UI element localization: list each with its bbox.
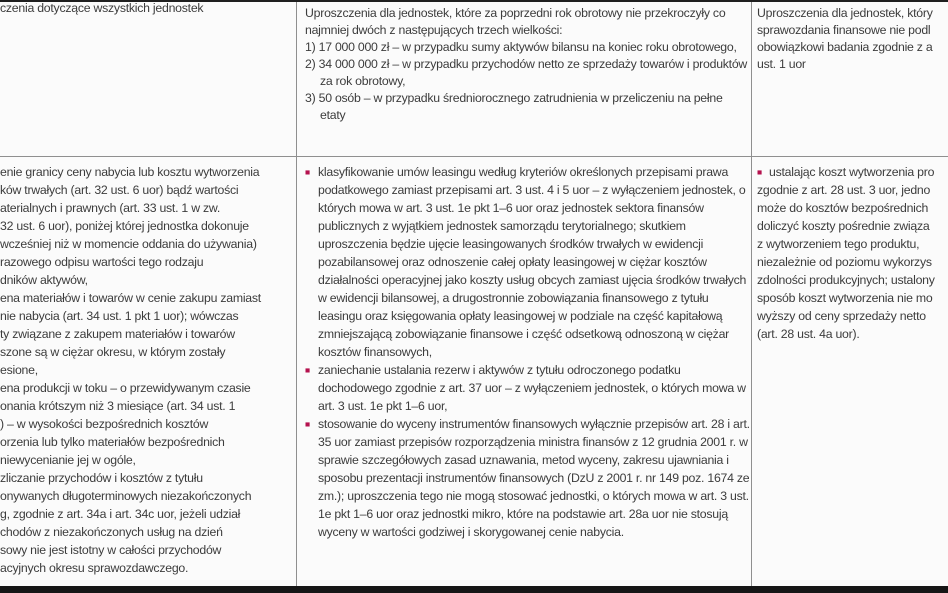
text-line: ) – w wysokości bezpośrednich kosztów	[0, 417, 209, 431]
text-line: zdolności produkcyjnych; ustalony	[757, 273, 935, 287]
text-line: orzenia lub tylko materiałów bezpośrednich	[0, 435, 225, 449]
text-line: sposób koszt wytworzenia nie mo	[757, 291, 933, 305]
text-line: acyjnych okresu sprawozdawczego.	[0, 561, 189, 575]
text-line: (art. 28 ust. 4a uor).	[757, 327, 860, 341]
list-item	[305, 415, 750, 541]
text-line: Uproszczenia dla jednostek, który	[757, 6, 933, 20]
header-cell-small-entities	[305, 5, 749, 124]
bullet-square-icon: ■	[305, 365, 311, 375]
text-line: onywanych długoterminowych niezakończonych	[0, 489, 252, 503]
text-line: chodów z niezakończonych usług na dzień	[0, 525, 223, 539]
header-text-lines	[757, 5, 948, 73]
text-line: 32 ust. 6 uor), poniżej której jednostka dokonuje	[0, 219, 249, 233]
text-line: obowiązkowi badania zgodnie z a	[757, 40, 933, 54]
table-border-bottom	[0, 586, 948, 593]
column-divider-1	[296, 2, 297, 586]
text-line: może do kosztów bezpośrednich	[757, 201, 929, 215]
header-text: czenia dotyczące wszystkich jednostek	[0, 1, 204, 15]
text-line: enie granicy ceny nabycia lub kosztu wytworzenia	[0, 165, 260, 179]
text-line: niewycenianie jej w ogóle,	[0, 453, 136, 467]
text-line: aterialnych i prawnych (art. 33 ust. 1 w zw.	[0, 201, 221, 215]
header-cell-unaudited-entities	[757, 5, 948, 73]
text-line: 3) 50 osób – w przypadku średniorocznego zatrudnienia w przeliczeniu na pełne etaty	[305, 91, 723, 122]
body-cell-all-entities	[0, 163, 295, 577]
text-line: wyższy od ceny sprzedaży netto	[757, 309, 926, 323]
header-intro-text: Uproszczenia dla jednostek, które za poprzedni rok obrotowy nie przekroczyły co najmniej dwóch z następujących trzech wielkości:	[305, 6, 726, 37]
text-line: ust. 1 uor	[757, 57, 806, 71]
list-item-text: ustalając koszt wytworzenia pro	[769, 165, 935, 179]
text-line: doliczyć koszty pośrednie związa	[757, 219, 930, 233]
body-text-lines	[0, 163, 295, 577]
list-item-text: klasyfikowanie umów leasingu według kryteriów określonych przepisami prawa podatkowego zamiast przepisami art. 3 ust. 4 i 5 uor – z wyłączeniem jednostek, o których mowa w art. 3 ust. 1e pkt 1–6 uor oraz jednostek sektora finansów publicznych z wyjątkiem jednostek samorządu terytorialnego; skutkiem uproszczenia będzie ujęcie leasingowanych środków trwałych w ewidencji pozabilansowej oraz odnoszenie całej opłaty leasingowej w ciężar kosztów działalności operacyjnej jako koszty usług obcych zamiast ujęcia środków trwałych w ewidencji bilansowej, a drugostronnie zobowiązania finansowego z tytułu leasingu oraz księgowania opłaty leasingowej w podziale na część kapitałową zmniejszającą zobowiązanie finansowe i część odsetkową odnoszoną w ciężar kosztów finansowych,	[318, 165, 747, 359]
text-line: wcześniej niż w momencie oddania do używania)	[0, 237, 257, 251]
list-item	[305, 361, 750, 415]
list-item-first-line	[757, 163, 948, 181]
body-cell-small-entities	[305, 163, 750, 541]
list-item-text: zaniechanie ustalania rezerw i aktywów z tytułu odroczonego podatku dochodowego zgodnie z art. 37 uor – z wyłączeniem jednostek, o których mowa w art. 3 ust. 1e pkt 1–6 uor,	[318, 363, 746, 413]
list-item-text: stosowanie do wyceny instrumentów finansowych wyłącznie przepisów art. 28 i art. 35 uor zamiast przepisów rozporządzenia ministra finansów z 12 grudnia 2001 r. w sprawie szczegółowych zasad uznawania, metod wyceny, zakresu ujawniania i sposobu prezentacji instrumentów finansowych (DzU z 2001 r. nr 149 poz. 1674 ze zm.); uproszczenia tego nie mogą stosować jednostki, o których mowa w art. 3 ust. 1e pkt 1–6 uor oraz jednostki mikro, które na podstawie art. 28a uor nie stosują wyceny w wartości godziwej i skorygowanej cenie nabycia.	[318, 417, 750, 539]
text-line: zgodnie z art. 28 ust. 3 uor, jedno	[757, 183, 931, 197]
text-line: ena materiałów i towarów w cenie zakupu zamiast	[0, 291, 261, 305]
text-line: zliczanie przychodów i kosztów z tytułu	[0, 471, 203, 485]
bullet-square-icon: ■	[757, 167, 763, 177]
text-line: sprawozdania finansowe nie podl	[757, 23, 931, 37]
text-line: dników aktywów,	[0, 273, 88, 287]
text-line: z wytworzeniem tego produktu,	[757, 237, 920, 251]
text-line: 1) 17 000 000 zł – w przypadku sumy aktywów bilansu na koniec roku obrotowego,	[305, 40, 737, 54]
body-cell-unaudited-entities	[757, 163, 948, 343]
header-row-divider	[0, 156, 948, 157]
column-divider-2	[751, 2, 752, 586]
text-line: esione,	[0, 363, 38, 377]
text-line: 2) 34 000 000 zł – w przypadku przychodów netto ze sprzedaży towarów i produktów za rok obrotowy,	[305, 57, 748, 88]
text-line: g, zgodnie z art. 34a i art. 34c uor, jeżeli udział	[0, 507, 241, 521]
list-item	[305, 163, 750, 361]
header-threshold-list	[305, 39, 749, 124]
text-line: ena produkcji w toku – o przewidywanym czasie	[0, 381, 251, 395]
header-cell-all-entities	[0, 0, 294, 17]
text-line: onania krótszym niż 3 miesiące (art. 34 ust. 1	[0, 399, 236, 413]
text-line: nie nabycia (art. 34 ust. 1 pkt 1 uor); wówczas	[0, 309, 239, 323]
text-line: razowego odpisu wartości tego rodzaju	[0, 255, 204, 269]
bullet-square-icon: ■	[305, 167, 311, 177]
text-line: niezależnie od poziomu wykorzys	[757, 255, 932, 269]
body-text-lines	[757, 181, 948, 343]
text-line: szone są w ciężar okresu, w którym zostały	[0, 345, 226, 359]
text-line: ków trwałych (art. 32 ust. 6 uor) bądź wartości	[0, 183, 239, 197]
text-line: ty związane z zakupem materiałów i towarów	[0, 327, 235, 341]
text-line: sowy nie jest istotny w całości przychodów	[0, 543, 222, 557]
bullet-square-icon: ■	[305, 419, 311, 429]
